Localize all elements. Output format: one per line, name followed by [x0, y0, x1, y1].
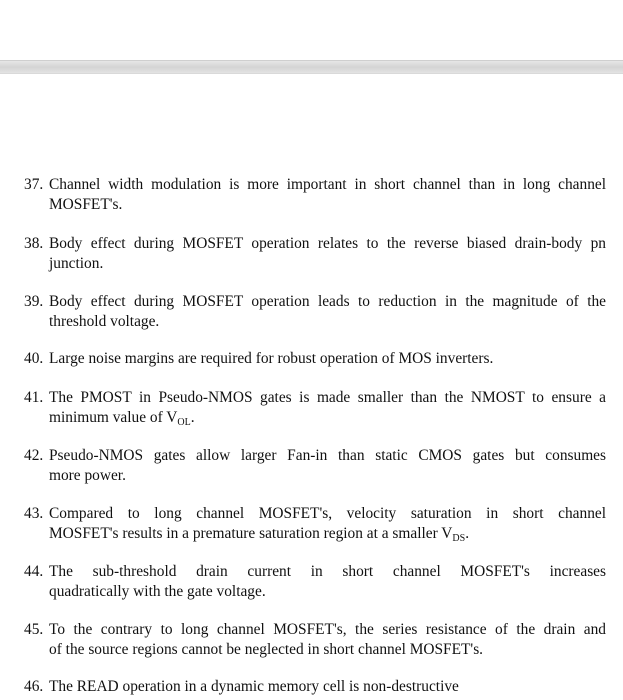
subscript-ol: OL [177, 416, 191, 428]
statement-44 [24, 562, 606, 601]
statement-text: The READ operation in a dynamic memory cell is non-destructive [49, 678, 459, 695]
statement-43 [24, 504, 606, 543]
statement-text-cont: MOSFET's results in a premature saturation region at a smaller $V_{DS}$. [49, 524, 470, 544]
statement-text: Compared to long channel MOSFET's, velocity saturation in short channel [49, 505, 606, 522]
statement-text: Pseudo-NMOS gates allow larger Fan-in than static CMOS gates but consumes [49, 447, 606, 464]
statement-45 [24, 620, 606, 659]
statement-41 [24, 388, 606, 427]
statement-text-cont: quadratically with the gate voltage. [49, 582, 266, 600]
statement-39 [24, 292, 606, 331]
statement-text: The sub-threshold drain current in short channel MOSFET's increases [49, 563, 606, 580]
statement-37 [24, 175, 606, 214]
statement-text-cont: MOSFET's. [49, 195, 123, 213]
statement-number: 37. [24, 176, 44, 193]
statement-text: The PMOST in Pseudo-NMOS gates is made smaller than the NMOST to ensure a [49, 389, 606, 406]
statement-number: 41. [24, 389, 44, 406]
statement-number: 45. [24, 621, 44, 638]
statement-number: 38. [24, 235, 44, 252]
statement-46 [24, 677, 606, 697]
statement-42 [24, 446, 606, 485]
statement-number: 42. [24, 447, 44, 464]
statement-text-cont: junction. [49, 254, 104, 272]
subscript-ds: DS [452, 532, 466, 544]
statement-text: Channel width modulation is more important in short channel than in long channel [49, 176, 606, 193]
statement-38 [24, 234, 606, 273]
statement-text: Large noise margins are required for robust operation of MOS inverters. [49, 350, 494, 367]
statement-number: 46. [24, 678, 44, 695]
statement-number: 43. [24, 505, 44, 522]
statement-text-cont: minimum value of $V_{OL}$. [49, 408, 195, 428]
statement-number: 39. [24, 293, 44, 310]
statement-number: 44. [24, 563, 44, 580]
statement-text-cont: of the source regions cannot be neglected in short channel MOSFET's. [49, 640, 484, 658]
page-divider [0, 60, 623, 74]
statement-text: Body effect during MOSFET operation leads to reduction in the magnitude of the [49, 293, 606, 310]
statement-text: To the contrary to long channel MOSFET's, the series resistance of the drain and [49, 621, 606, 638]
statement-text-cont: more power. [49, 466, 126, 484]
top-blank-area [0, 0, 623, 60]
statement-number: 40. [24, 350, 44, 367]
statement-text: Body effect during MOSFET operation relates to the reverse biased drain-body pn [49, 235, 606, 252]
statement-text-cont: threshold voltage. [49, 312, 160, 330]
statement-40 [24, 349, 606, 369]
